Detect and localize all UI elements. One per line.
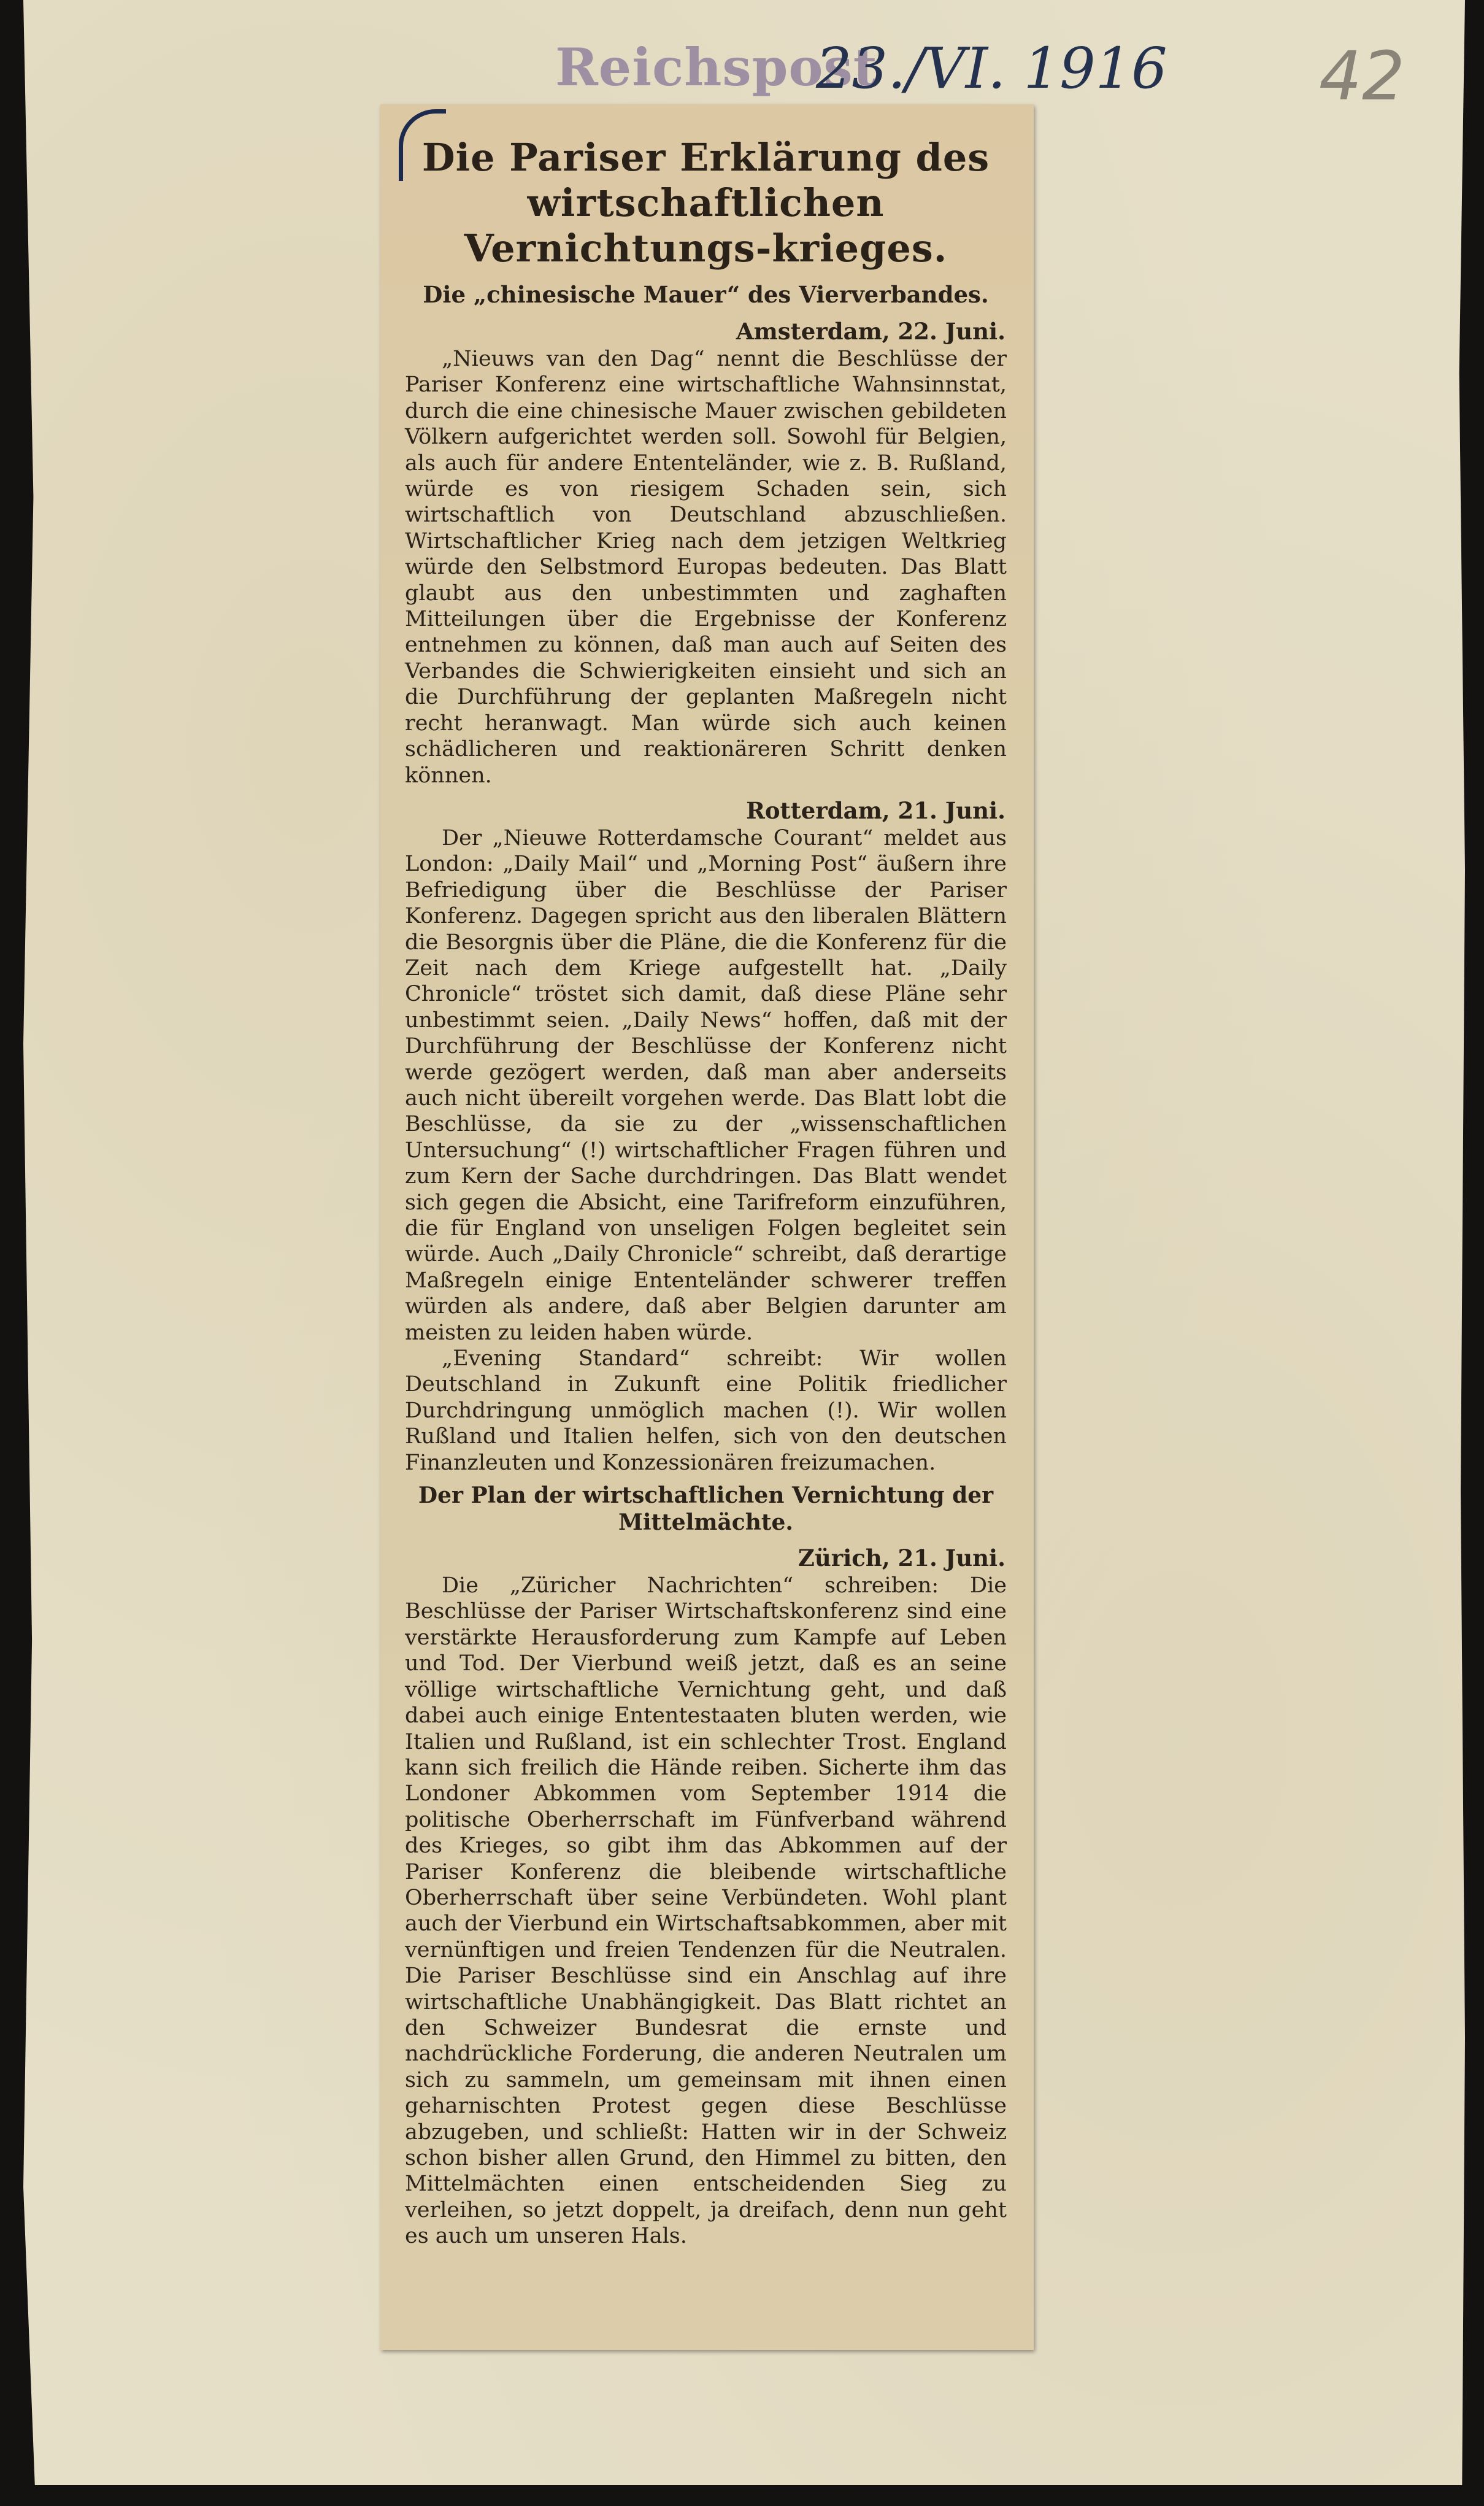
section-zurich xyxy=(405,1482,1007,2250)
handwritten-date: 23./VI. 1916 xyxy=(816,36,1167,101)
section-amsterdam xyxy=(405,317,1007,788)
article-paragraph: „Evening Standard“ schreibt: Wir wollen Deutschland in Zukunft eine Politik friedlicher Durchdringung unmöglich machen (!). Wir wollen Rußland und Italien helfen, sich von den deutschen Finanzleuten und Konzessionären freizumachen. xyxy=(405,1346,1007,1475)
folio-number: 42 xyxy=(1319,37,1405,115)
dateline: Rotterdam, 21. Juni. xyxy=(746,796,1005,824)
article-paragraph: Die „Züricher Nachrichten“ schreiben: Die Beschlüsse der Pariser Wirtschaftskonferenz sind eine verstärkte Herausforderung zum Kampfe auf Leben und Tod. Der Vierbund weiß jetzt, daß es an seine völlige wirtschaftliche Vernichtung geht, und daß dabei auch einige Ententestaaten bluten werden, wie Italien und Rußland, ist ein schlechter Trost. England kann sich freilich die Hände reiben. Sicherte ihm das Londoner Abkommen vom September 1914 die politische Oberherrschaft im Fünfverband während des Krieges, so gibt ihm das Abkommen auf der Pariser Konferenz die bleibende wirtschaftliche Oberherrschaft über seine Verbündeten. Wohl plant auch der Vierbund ein Wirtschaftsabkommen, aber mit vernünftigen und freien Tendenzen für die Neutralen. Die Pariser Beschlüsse sind ein Anschlag auf ihre wirtschaftliche Unabhängigkeit. Das Blatt richtet an den Schweizer Bundesrat die ernste und nachdrückliche Forderung, die anderen Neutralen um sich zu sammeln, um gemeinsam mit ihnen einen geharnischten Protest gegen diese Beschlüsse abzugeben, und schließt: Hatten wir in der Schweiz schon bisher allen Grund, den Himmel zu bitten, den Mittelmächten einen entscheidenden Sieg zu verleihen, so jetzt doppelt, ja dreifach, denn nun geht es auch um unseren Hals. xyxy=(405,1573,1007,2249)
newspaper-stamp: Reichspost xyxy=(555,37,878,98)
section-rotterdam xyxy=(405,796,1007,1476)
article-paragraph: Der „Nieuwe Rotterdamsche Courant“ meldet aus London: „Daily Mail“ und „Morning Post“ äußern ihre Befriedigung über die Beschlüsse der Pariser Konferenz. Dagegen spricht aus den liberalen Blättern die Besorgnis über die Pläne, die die Konferenz für die Zeit nach dem Kriege aufgestellt hat. „Daily Chronicle“ tröstet sich damit, daß diese Pläne sehr unbestimmt seien. „Daily News“ hoffen, daß mit der Durchführung der Beschlüsse der Konferenz nicht werde gezögert werden, daß man aber anderseits auch nicht übereilt vorgehen werde. Das Blatt lobt die Beschlüsse, da sie zu der „wissenschaftlichen Untersuchung“ (!) wirtschaftlicher Fragen führen und zum Kern der Sache durchdringen. Das Blatt wendet sich gegen die Absicht, eine Tarifreform einzuführen, die für England von unseligen Folgen begleitet sein würde. Auch „Daily Chronicle“ schreibt, daß derartige Maßregeln einige Ententeländer schwerer treffen würden als andere, daß aber Belgien darunter am meisten zu leiden haben würde. xyxy=(405,825,1007,1345)
article-paragraph: „Nieuws van den Dag“ nennt die Beschlüsse der Pariser Konferenz eine wirtschaftliche Wahnsinnstat, durch die eine chinesische Mauer zwischen gebildeten Völkern aufgerichtet werden soll. Sowohl für Belgien, als auch für andere Ententeländer, wie z. B. Rußland, würde es von riesigem Schaden sein, sich wirtschaftlich von Deutschland abzuschließen. Wirtschaftlicher Krieg nach dem jetzigen Weltkrieg würde den Selbstmord Europas bedeuten. Das Blatt glaubt aus den unbestimmten und zaghaften Mitteilungen über die Ergebnisse der Konferenz entnehmen zu können, daß man auch auf Seiten des Verbandes die Schwierigkeiten einsieht und sich an die Durchführung der geplanten Maßregeln nicht recht heranwagt. Man würde sich auch keinen schädlicheren und reaktionäreren Schritt denken können. xyxy=(405,347,1007,788)
subsection-heading: Der Plan der wirtschaftlichen Vernichtung der Mittelmächte. xyxy=(418,1482,994,1536)
dateline: Amsterdam, 22. Juni. xyxy=(736,318,1005,345)
article-headline: Die Pariser Erklärung des wirtschaftlichen Vernichtungs-krieges. xyxy=(421,135,990,271)
pen-mark-icon xyxy=(399,109,446,181)
dateline: Zürich, 21. Juni. xyxy=(798,1544,1005,1572)
newspaper-clipping xyxy=(380,104,1034,2350)
article-subhead: Die „chinesische Mauer“ des Vierverbandes. xyxy=(423,281,989,308)
